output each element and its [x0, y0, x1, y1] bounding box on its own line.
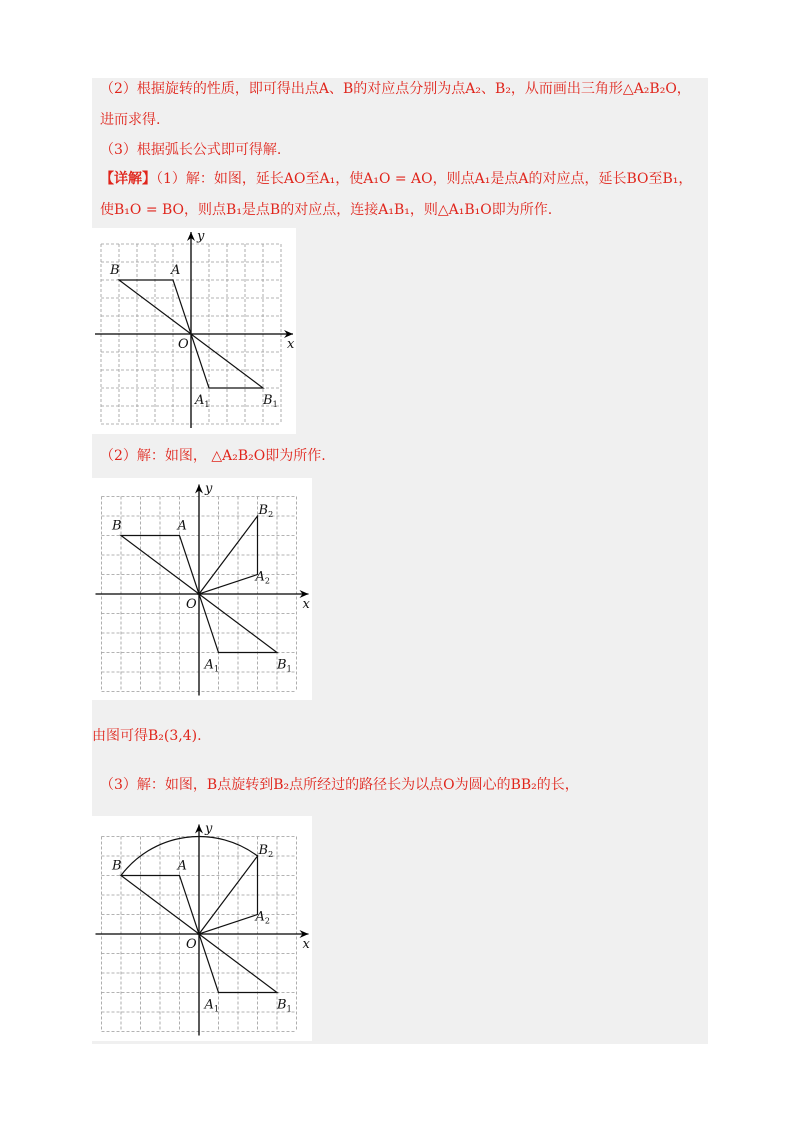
figure-2-graph: [92, 478, 312, 700]
point-label-B2: $B_2$: [258, 843, 274, 859]
point-label-B2: $B_2$: [258, 503, 274, 519]
text-line-3-content: （3）根据弧长公式即可得解.: [100, 142, 282, 158]
point-label-A2: $A_2$: [255, 909, 270, 926]
point-label-A: A: [171, 263, 181, 278]
y-axis-label: y: [205, 481, 213, 497]
text-line-2-content: 进而求得.: [100, 112, 161, 128]
text-line-2: [100, 111, 160, 129]
y-axis-label: y: [197, 229, 205, 244]
text-line-5: [100, 201, 552, 219]
point-label-A: A: [177, 858, 187, 874]
point-label-A2: $A_2$: [255, 569, 270, 586]
text-line-6-content: （2）解：如图， △A₂B₂O即为所作.: [100, 448, 326, 464]
figure-2: [92, 478, 312, 700]
text-line-4: [100, 170, 692, 188]
point-label-B: B: [112, 858, 122, 874]
text-line-1-content: （2）根据旋转的性质，即可得出点A、B的对应点分别为点A₂、B₂，从而画出三角形△A₂B₂O，: [100, 81, 691, 97]
text-line-8: [100, 776, 579, 794]
point-label-B1: $B_1$: [263, 393, 278, 409]
x-axis-label: x: [302, 937, 310, 952]
point-label-A1: $A_1$: [195, 393, 210, 409]
text-line-4-content: （1）解：如图，延长AO至A₁，使A₁O = AO，则点A₁是点A的对应点，延长BO至B₁，: [156, 171, 693, 187]
text-line-5-content: 使B₁O = BO，则点B₁是点B的对应点，连接A₁B₁，则△A₁B₁O即为所作.: [100, 202, 553, 218]
detail-tag: 【详解】: [100, 171, 156, 187]
point-label-B: B: [112, 518, 122, 534]
point-label-A1: $A_1$: [204, 997, 219, 1014]
point-label-A1: $A_1$: [204, 657, 219, 674]
text-line-8-content: （3）解：如图，B点旋转到B₂点所经过的路径长为以点O为圆心的BB₂的长，: [100, 777, 579, 793]
text-line-6: [100, 447, 326, 465]
figure-1: [92, 228, 296, 434]
text-line-7-content: 由图可得B₂(3,4).: [92, 728, 202, 744]
text-line-3: [100, 141, 281, 159]
y-axis-label: y: [205, 821, 213, 837]
point-label-A: A: [177, 518, 187, 534]
point-label-B1: $B_1$: [277, 997, 292, 1014]
figure-3: [92, 816, 312, 1041]
figure-3-graph: [92, 816, 312, 1041]
point-label-B: B: [110, 263, 120, 278]
origin-label: O: [186, 597, 197, 612]
origin-label: O: [178, 337, 189, 352]
x-axis-label: x: [287, 337, 295, 352]
text-line-7: [92, 727, 202, 745]
origin-label: O: [186, 937, 197, 952]
text-line-1: [100, 80, 691, 98]
point-label-B1: $B_1$: [277, 657, 292, 674]
figure-1-graph: [92, 228, 296, 434]
x-axis-label: x: [302, 597, 310, 612]
